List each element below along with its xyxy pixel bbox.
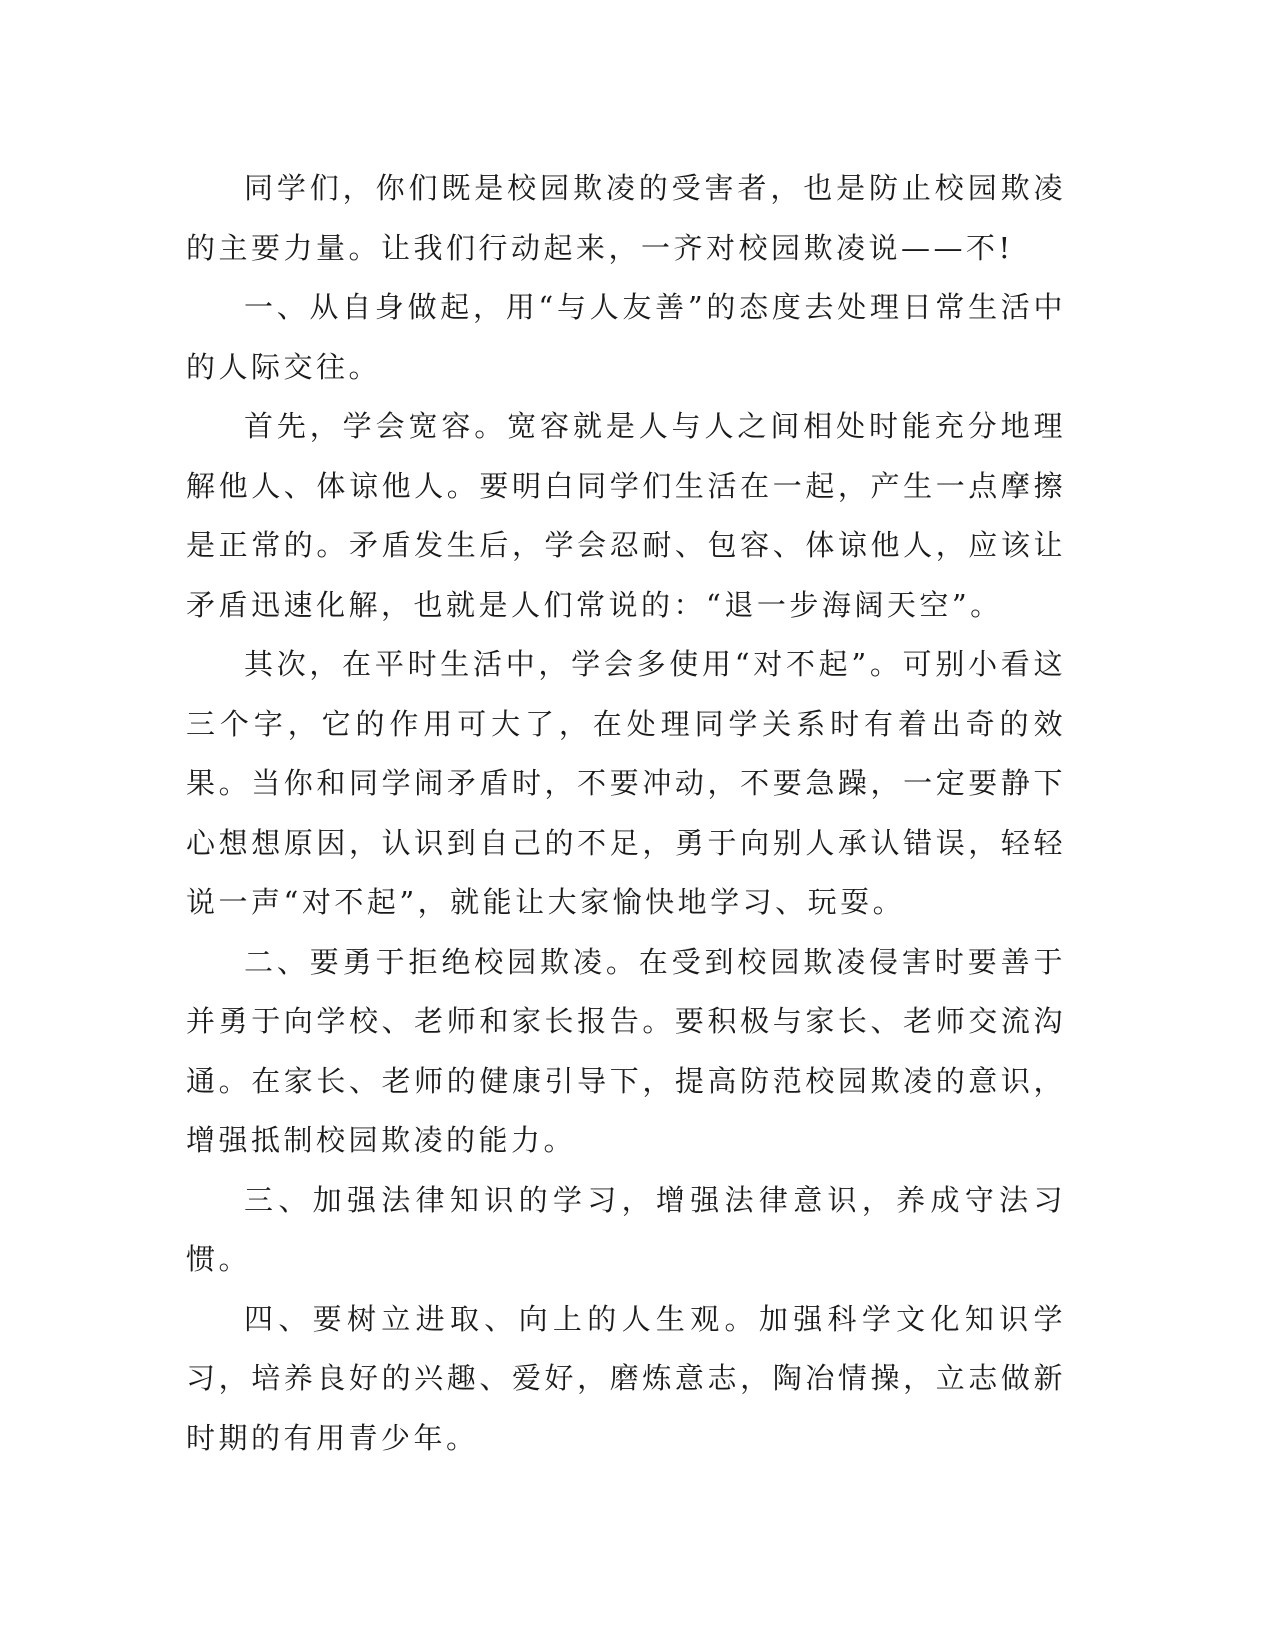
- paragraph-apology: 其次，在平时生活中，学会多使用“对不起”。可别小看这三个字，它的作用可大了，在处理同学关系时有着出奇的效果。当你和同学闹矛盾时，不要冲动，不要急躁，一定要静下心想想原因，认识到自己的不足，勇于向别人承认错误，轻轻说一声“对不起”，就能让大家愉快地学习、玩耍。: [186, 647, 1066, 919]
- paragraph-tolerance: 首先，学会宽容。宽容就是人与人之间相处时能充分地理解他人、体谅他人。要明白同学们生活在一起，产生一点摩擦是正常的。矛盾发生后，学会忍耐、包容、体谅他人，应该让矛盾迅速化解，也就是人们常说的：“退一步海阔天空”。: [186, 409, 1066, 622]
- paragraph-point-four: 四、要树立进取、向上的人生观。加强科学文化知识学习，培养良好的兴趣、爱好，磨炼意志，陶冶情操，立志做新时期的有用青少年。: [186, 1301, 1066, 1455]
- paragraph-point-three: 三、加强法律知识的学习，增强法律意识，养成守法习惯。: [186, 1182, 1066, 1276]
- paragraph-point-one: 一、从自身做起，用“与人友善”的态度去处理日常生活中的人际交往。: [186, 290, 1066, 384]
- paragraph-intro: 同学们，你们既是校园欺凌的受害者，也是防止校园欺凌的主要力量。让我们行动起来，一齐对校园欺凌说——不!: [186, 171, 1066, 265]
- document-body: [186, 159, 1066, 1468]
- paragraph-point-two: 二、要勇于拒绝校园欺凌。在受到校园欺凌侵害时要善于并勇于向学校、老师和家长报告。要积极与家长、老师交流沟通。在家长、老师的健康引导下，提高防范校园欺凌的意识，增强抵制校园欺凌的能力。: [186, 944, 1066, 1157]
